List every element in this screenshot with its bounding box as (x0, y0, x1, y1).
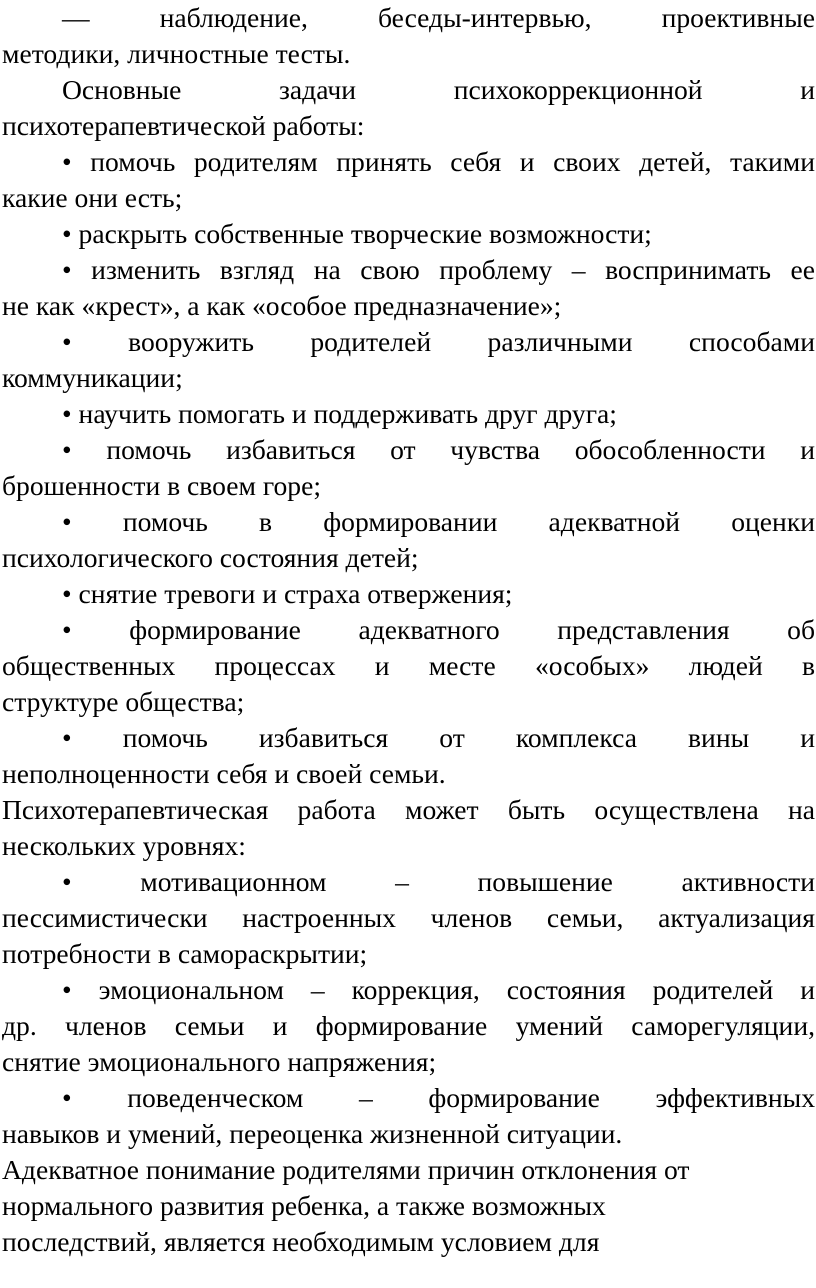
text-line-03: Основные задачи психокоррекционной и (62, 74, 815, 105)
text-line-01: — наблюдение, беседы-интервью, проективные (62, 2, 815, 33)
text-line-35: последствий, является необходимым условием для (2, 1226, 600, 1257)
text-line-15: • помочь в формировании адекватной оценки (62, 506, 815, 537)
text-line-31: • поведенческом – формирование эффективных (62, 1082, 815, 1113)
text-line-13: • помочь избавиться от чувства обособленности и (62, 434, 815, 465)
text-line-02: методики, личностные тесты. (2, 38, 351, 69)
text-line-26: пессимистически настроенных членов семьи, актуализация (2, 902, 815, 933)
text-line-19: общественных процессах и месте «особых» людей в (2, 650, 815, 681)
text-line-06: какие они есть; (2, 182, 183, 213)
text-line-21: • помочь избавиться от комплекса вины и (62, 722, 815, 753)
text-line-34: нормального развития ребенка, а также возможных (2, 1190, 606, 1221)
text-line-25: • мотивационном – повышение активности (62, 866, 815, 897)
text-line-27: потребности в самораскрытии; (2, 938, 368, 969)
text-line-10: • вооружить родителей различными способами (62, 326, 815, 357)
text-line-04: психотерапевтической работы: (2, 110, 365, 141)
text-line-08: • изменить взгляд на свою проблему – воспринимать ее (62, 254, 815, 285)
text-line-30: снятие эмоционального напряжения; (2, 1046, 437, 1077)
text-line-28: • эмоциональном – коррекция, состояния родителей и (62, 974, 815, 1005)
text-line-24: нескольких уровнях: (2, 830, 246, 861)
text-line-32: навыков и умений, переоценка жизненной ситуации. (2, 1118, 623, 1149)
text-line-11: коммуникации; (2, 362, 183, 393)
text-line-18: • формирование адекватного представления об (62, 614, 815, 645)
text-line-22: неполноценности себя и своей семьи. (2, 758, 446, 789)
text-line-17: • снятие тревоги и страха отвержения; (62, 578, 513, 609)
text-line-33: Адекватное понимание родителями причин отклонения от (2, 1154, 690, 1185)
text-line-12: • научить помогать и поддерживать друг друга; (62, 398, 617, 429)
text-line-16: психологического состояния детей; (2, 542, 419, 573)
text-line-29: др. членов семьи и формирование умений саморегуляции, (2, 1010, 815, 1041)
text-line-14: брошенности в своем горе; (2, 470, 322, 501)
text-line-07: • раскрыть собственные творческие возможности; (62, 218, 652, 249)
text-line-23: Психотерапевтическая работа может быть осуществлена на (2, 794, 815, 825)
text-line-09: не как «крест», а как «особое предназначение»; (2, 290, 562, 321)
text-line-05: • помочь родителям принять себя и своих детей, такими (62, 146, 815, 177)
text-line-20: структуре общества; (2, 686, 245, 717)
